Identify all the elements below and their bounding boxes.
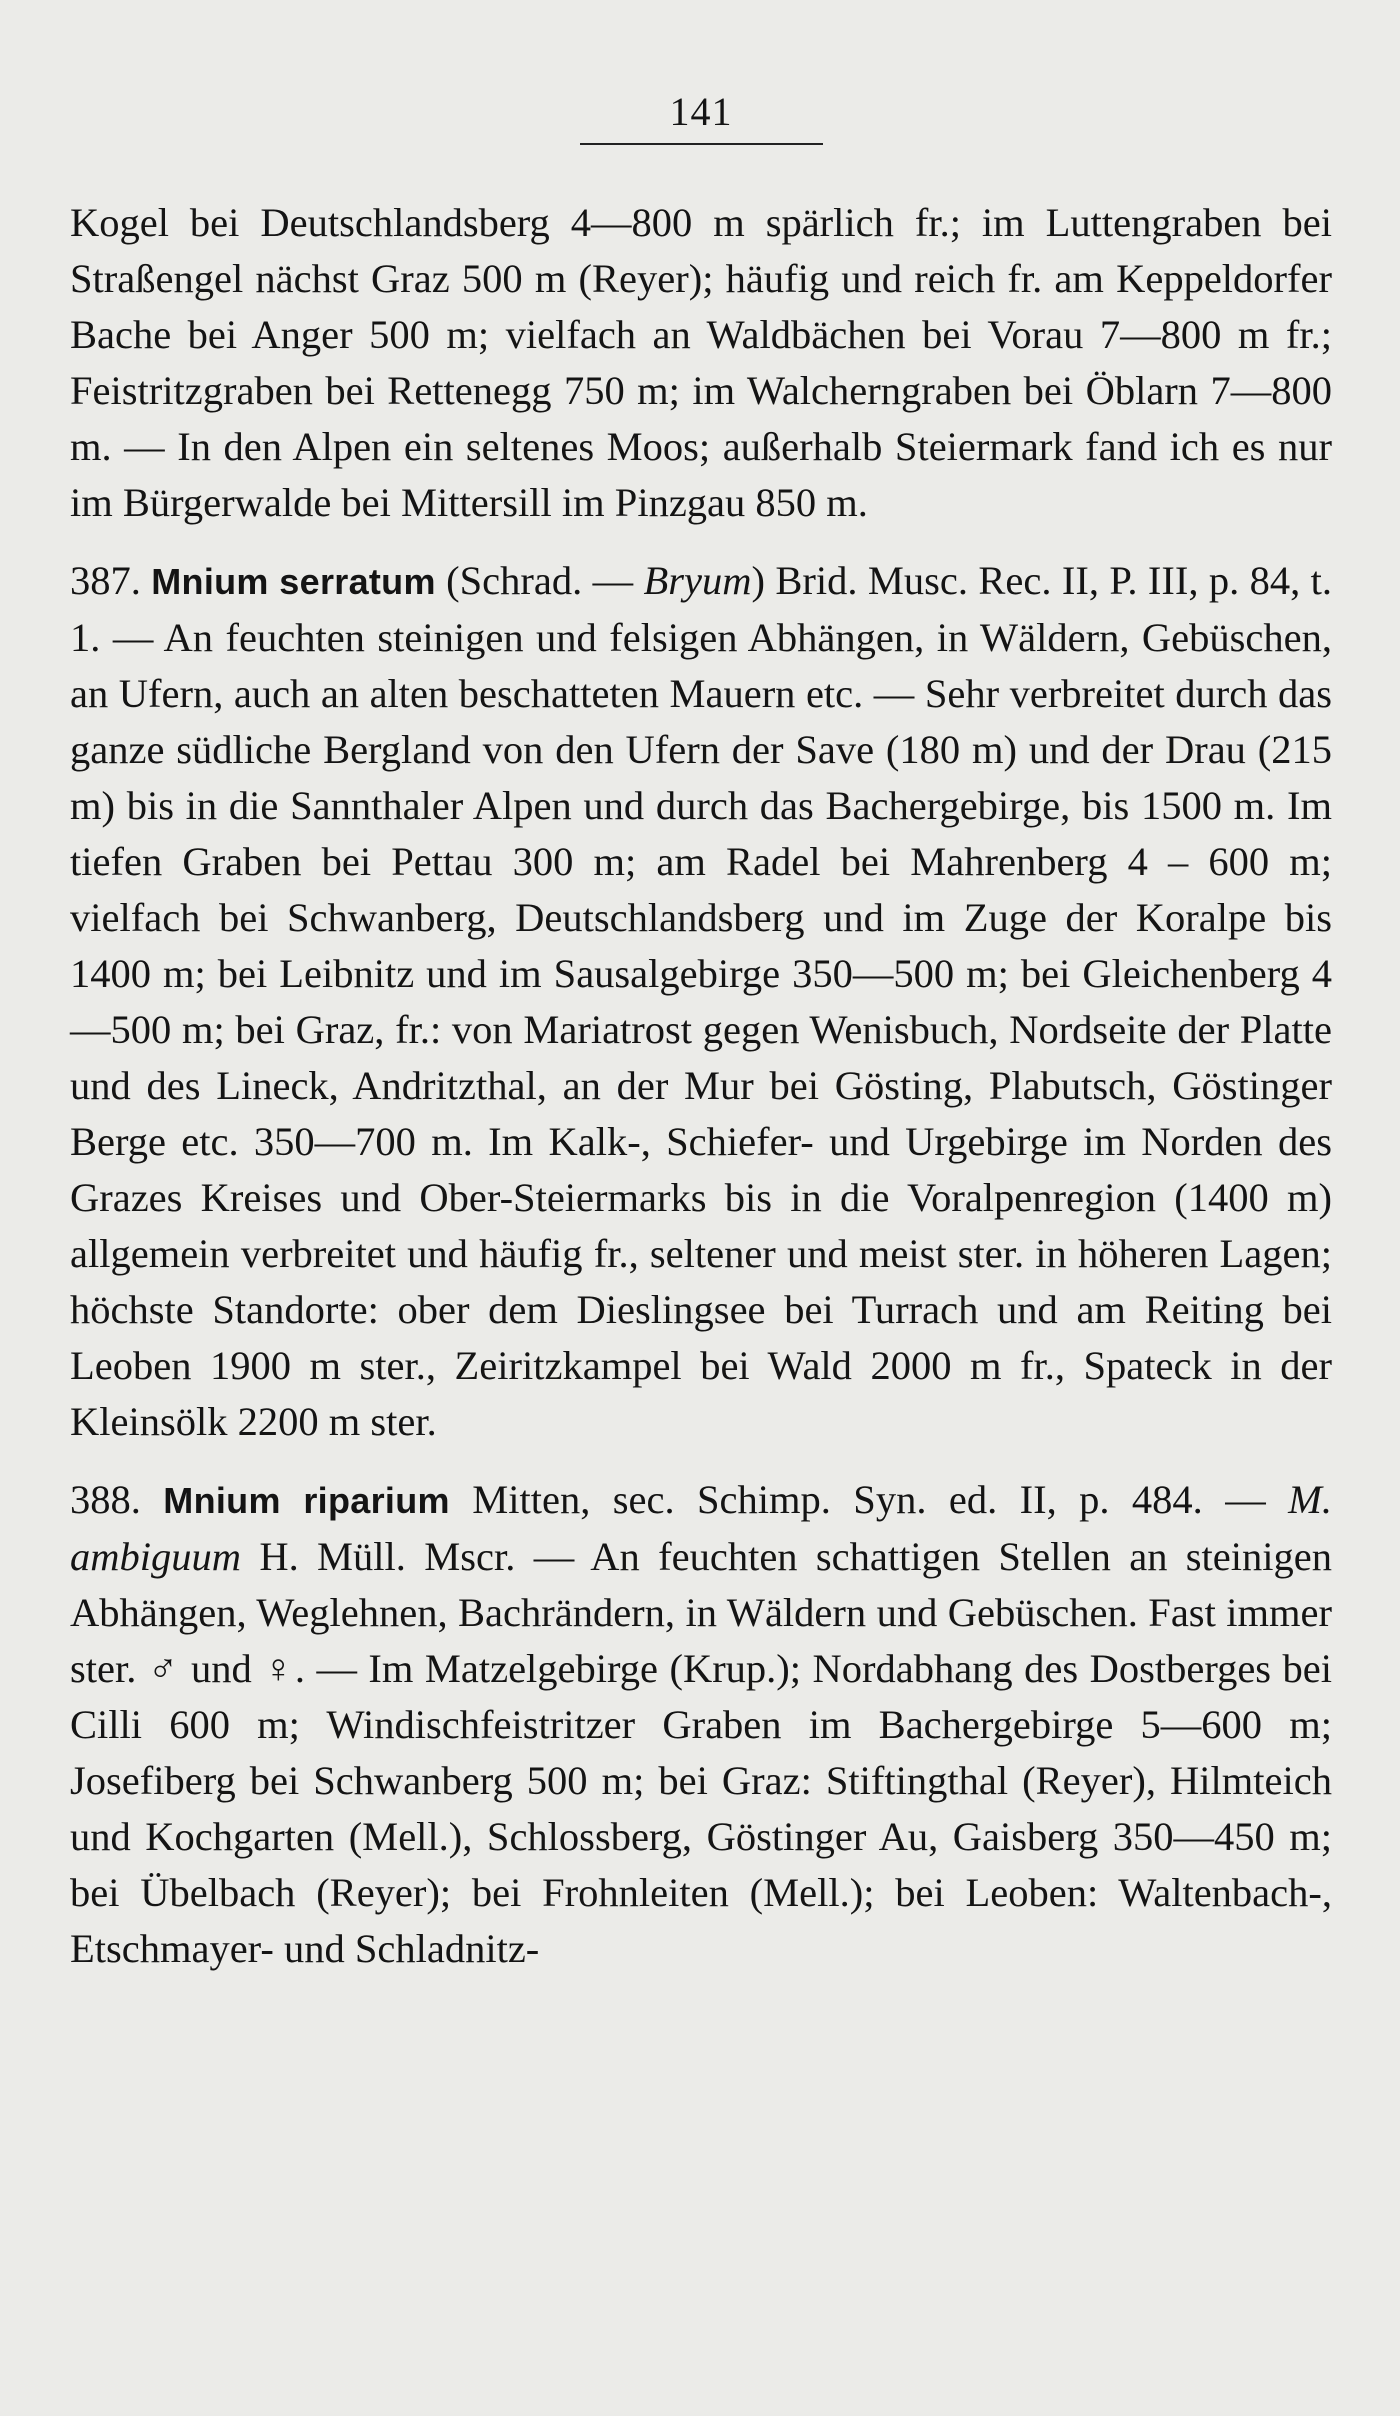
synonym-name: M. ambiguum — [70, 1477, 1333, 1579]
entry-authority-pre: Mitten, sec. Schimp. Syn. ed. II, p. 484. — — [449, 1477, 1289, 1522]
entry-text: ) Brid. Musc. Rec. II, P. III, p. 84, t. 1. — An feuchten steinigen und felsigen Abhängen, in Wäldern, Gebüschen, an Ufern, auch an alten beschatteten Mauern etc. — Sehr verbreitet durch das ganze südliche Bergland von den Ufern der Save (180 m) und der Drau (215 m) bis in die Sannthaler Alpen und durch das Bachergebirge, bis 1500 m. Im tiefen Graben bei Pettau 300 m; am Radel bei Mahrenberg 4 – 600 m; vielfach bei Schwanberg, Deutschlandsberg und im Zuge der Koralpe bis 1400 m; bei Leibnitz und im Sausalgebirge 350—500 m; bei Gleichenberg 4—500 m; bei Graz, fr.: von Mariatrost gegen Wenisbuch, Nordseite der Platte und des Lineck, Andritzthal, an der Mur bei Gösting, Plabutsch, Göstinger Berge etc. 350—700 m. Im Kalk-, Schiefer- und Urgebirge im Norden des Grazes Kreises und Ober-Steiermarks bis in die Voralpenregion (1400 m) allgemein verbreitet und häufig fr., seltener und meist ster. in höheren Lagen; höchste Standorte: ober dem Dieslingsee bei Turrach und am Reiting bei Leoben 1900 m ster., Zeiritzkampel bei Wald 2000 m fr., Spateck in der Kleinsölk 2200 m ster. — [70, 558, 1332, 1444]
page-header — [70, 0, 1332, 145]
species-name: Mnium riparium — [163, 1480, 450, 1521]
entry-387 — [70, 553, 1332, 1450]
synonym-genus: Bryum — [643, 558, 752, 603]
entry-388 — [70, 1472, 1332, 1977]
entry-number: 388. — [70, 1477, 141, 1522]
entry-number: 387. — [70, 558, 141, 603]
page-body — [70, 195, 1332, 1977]
page-number: 141 — [580, 88, 823, 145]
entry-text: H. Müll. Mscr. — An feuchten schattigen Stellen an steinigen Abhängen, Weglehnen, Bachrändern, in Wäldern und Gebüschen. Fast immer ster. ♂ und ♀. — Im Matzelgebirge (Krup.); Nordabhang des Dostberges bei Cilli 600 m; Windischfeistritzer Graben im Bachergebirge 5—600 m; Josefiberg bei Schwanberg 500 m; bei Graz: Stiftingthal (Reyer), Hilmteich und Kochgarten (Mell.), Schlossberg, Göstinger Au, Gaisberg 350—450 m; bei Übelbach (Reyer); bei Frohnleiten (Mell.); bei Leoben: Waltenbach-, Etschmayer- und Schladnitz- — [70, 1534, 1332, 1971]
entry-authority-pre: (Schrad. — — [446, 558, 644, 603]
intro-paragraph: Kogel bei Deutschlandsberg 4—800 m spärlich fr.; im Luttengraben bei Straßengel nächst Graz 500 m (Reyer); häufig und reich fr. am Keppeldorfer Bache bei Anger 500 m; vielfach an Waldbächen bei Vorau 7—800 m fr.; Feistritzgraben bei Rettenegg 750 m; im Walcherngraben bei Öblarn 7—800 m. — In den Alpen ein seltenes Moos; außerhalb Steiermark fand ich es nur im Bürgerwalde bei Mittersill im Pinzgau 850 m. — [70, 200, 1332, 525]
species-name: Mnium serratum — [151, 561, 436, 602]
